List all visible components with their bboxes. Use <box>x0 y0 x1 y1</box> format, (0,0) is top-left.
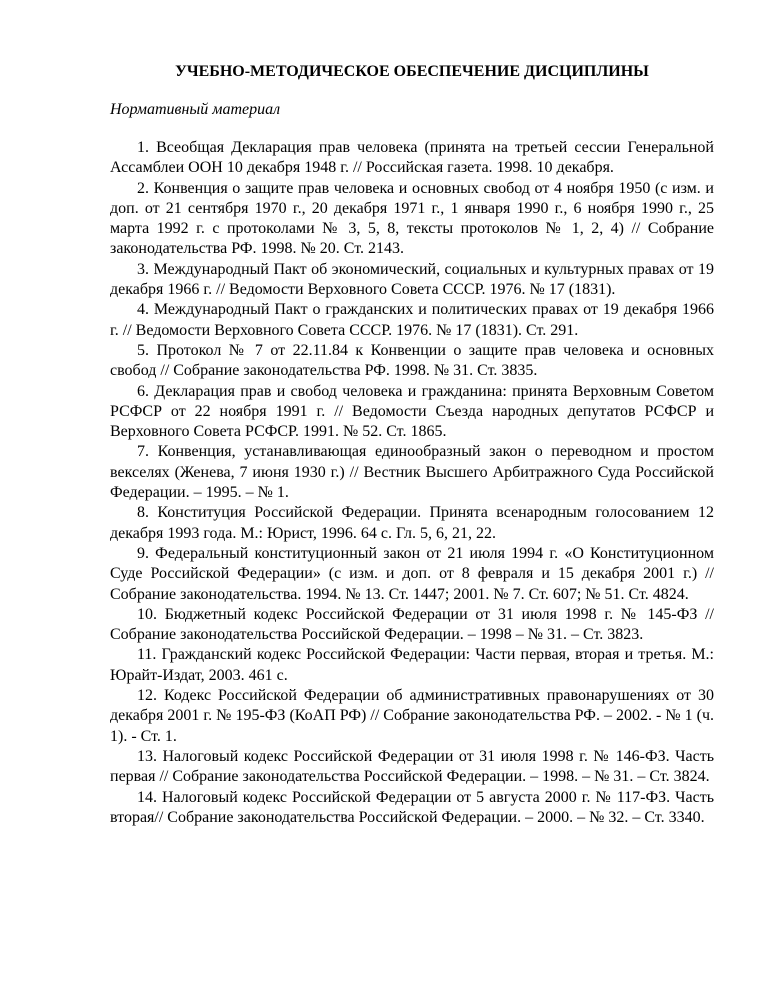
document-title: УЧЕБНО-МЕТОДИЧЕСКОЕ ОБЕСПЕЧЕНИЕ ДИСЦИПЛИНЫ <box>175 63 649 80</box>
reference-item: 11. Гражданский кодекс Российской Федерации: Части первая, вторая и третья. М.: Юрайт-Издат, 2003. 461 с. <box>110 646 714 684</box>
reference-list <box>110 138 714 828</box>
reference-item: 13. Налоговый кодекс Российской Федерации от 31 июля 1998 г. № 146-ФЗ. Часть первая // Собрание законодательства Российской Федерации. – 1998. – № 31. – Ст. 3824. <box>110 747 714 786</box>
reference-item: 2. Конвенция о защите прав человека и основных свобод от 4 ноября 1950 (с изм. и доп. от 21 сентября 1970 г., 20 декабря 1971 г., 1 января 1990 г., 6 ноября 1990 г., 25 марта 1992 г. с протоколами № 3, 5, 8, тексты протоколов № 1, 2, 4) // Собрание законодательства РФ. 1998. № 20. Ст. 2143. <box>110 179 714 258</box>
document-page <box>110 62 714 828</box>
reference-item: 9. Федеральный конституционный закон от 21 июля 1994 г. «О Конституционном Суде Российской Федерации» (с изм. и доп. от 8 февраля и 15 декабря 2001 г.) // Собрание законодательства. 1994. № 13. Ст. 1447; 2001. № 7. Ст. 607; № 51. Ст. 4824. <box>110 544 714 603</box>
section-heading: Нормативный материал <box>110 101 281 118</box>
reference-item: 14. Налоговый кодекс Российской Федерации от 5 августа 2000 г. № 117-ФЗ. Часть вторая// Собрание законодательства Российской Федерации. – 2000. – № 32. – Ст. 3340. <box>110 788 714 826</box>
reference-item: 4. Международный Пакт о гражданских и политических правах от 19 декабря 1966 г. // Ведомости Верховного Совета СССР. 1976. № 17 (1831). Ст. 291. <box>110 301 714 339</box>
reference-item: 12. Кодекс Российской Федерации об административных правонарушениях от 30 декабря 2001 г. № 195-ФЗ (КоАП РФ) // Собрание законодательства РФ. – 2002. - № 1 (ч. 1). - Ст. 1. <box>110 687 714 745</box>
reference-item: 6. Декларация прав и свобод человека и гражданина: принята Верховным Советом РСФСР от 22 ноября 1991 г. // Ведомости Съезда народных депутатов РСФСР и Верховного Совета РСФСР. 1991. № 52. Ст. 1865. <box>110 382 714 441</box>
reference-item: 5. Протокол № 7 от 22.11.84 к Конвенции о защите прав человека и основных свобод // Собрание законодательства РФ. 1998. № 31. Ст. 3835. <box>110 341 714 380</box>
reference-item: 10. Бюджетный кодекс Российской Федерации от 31 июля 1998 г. № 145-ФЗ // Собрание законодательства Российской Федерации. – 1998 – № 31. – Ст. 3823. <box>110 605 714 644</box>
reference-item: 3. Международный Пакт об экономический, социальных и культурных правах от 19 декабря 1966 г. // Ведомости Верховного Совета СССР. 1976. № 17 (1831). <box>110 260 714 299</box>
reference-item: 7. Конвенция, устанавливающая единообразный закон о переводном и простом векселях (Женева, 7 июня 1930 г.) // Вестник Высшего Арбитражного Суда Российской Федерации. – 1995. – № 1. <box>110 443 714 502</box>
reference-item: 8. Конституция Российской Федерации. Принята всенародным голосованием 12 декабря 1993 года. М.: Юрист, 1996. 64 с. Гл. 5, 6, 21, 22. <box>110 504 714 542</box>
reference-item: 1. Всеобщая Декларация прав человека (принята на третьей сессии Генеральной Ассамблеи ООН 10 декабря 1948 г. // Российская газета. 1998. 10 декабря. <box>110 139 714 177</box>
